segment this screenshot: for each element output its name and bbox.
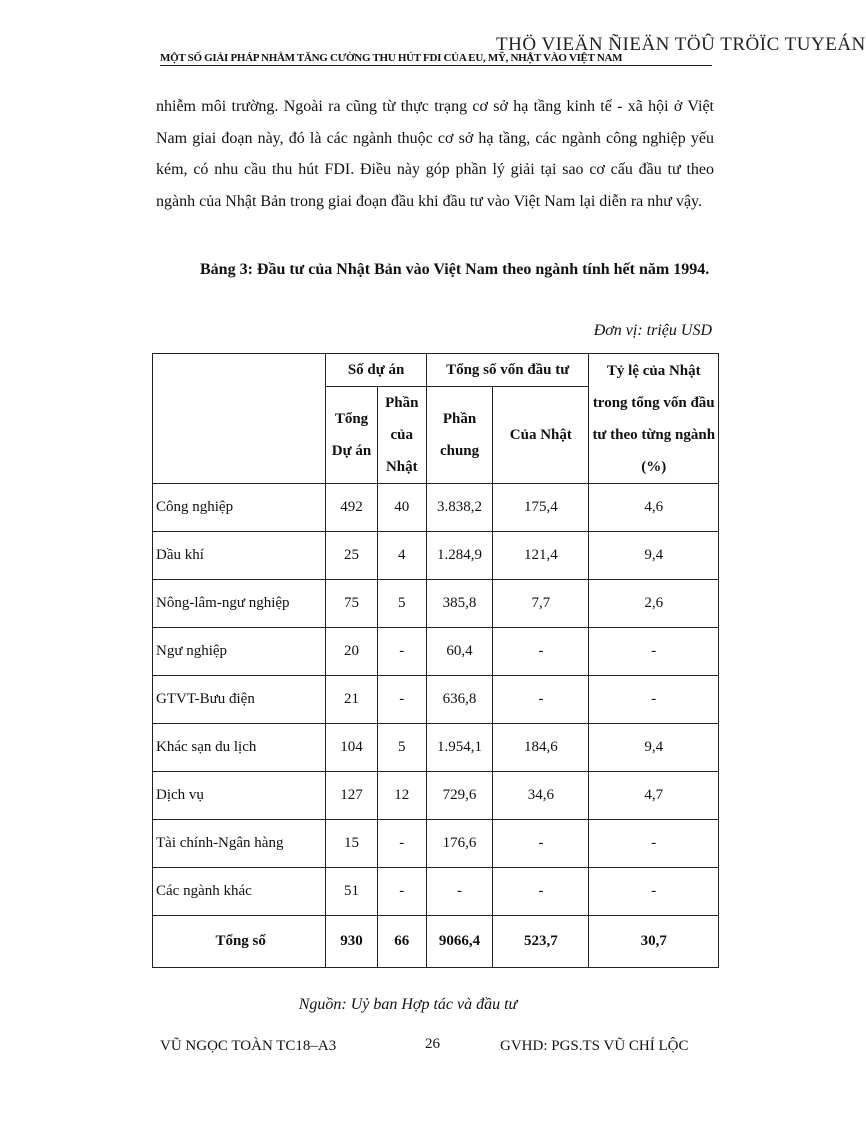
- ratio-cell: 2,6: [589, 580, 719, 628]
- ratio-cell: -: [589, 676, 719, 724]
- footer-author: VŨ NGỌC TOÀN TC18–A3: [160, 1038, 337, 1054]
- ratio-cell: -: [589, 628, 719, 676]
- table-row: [153, 532, 719, 580]
- total-projects-cell: 25: [326, 532, 377, 580]
- japan-projects-cell: -: [377, 820, 426, 868]
- japan-projects-cell: 4: [377, 532, 426, 580]
- sector-cell: Dịch vụ: [153, 772, 326, 820]
- total-projects-cell: 127: [326, 772, 377, 820]
- common-capital-cell: 1.954,1: [426, 724, 492, 772]
- footer-advisor: GVHD: PGS.TS VŨ CHÍ LỘC: [500, 1038, 689, 1054]
- total-projects-cell: 15: [326, 820, 377, 868]
- japan-capital-cell: -: [493, 868, 589, 916]
- projects-header: Số dự án: [326, 354, 427, 387]
- total-projects-cell: 104: [326, 724, 377, 772]
- total-projects-cell: 492: [326, 484, 377, 532]
- japan-projects-cell: -: [377, 628, 426, 676]
- running-header: MỘT SỐ GIẢI PHÁP NHẰM TĂNG CƯỜNG THU HÚT FDI CỦA EU, MỸ, NHẬT VÀO VIỆT NAM: [160, 52, 712, 66]
- investment-table: [152, 353, 719, 968]
- sector-header: [153, 354, 326, 484]
- ratio-cell: 30,7: [589, 916, 719, 968]
- total-projects-cell: 20: [326, 628, 377, 676]
- sector-cell: Các ngành khác: [153, 868, 326, 916]
- common-capital-cell: 385,8: [426, 580, 492, 628]
- common-capital-cell: 60,4: [426, 628, 492, 676]
- total-projects-cell: 51: [326, 868, 377, 916]
- japan-projects-cell: -: [377, 868, 426, 916]
- table-row: [153, 676, 719, 724]
- common-share-header: Phần chung: [426, 387, 492, 484]
- source-note: Nguồn: Uỷ ban Hợp tác và đầu tư: [298, 996, 518, 1013]
- japan-capital-cell: 175,4: [493, 484, 589, 532]
- total-projects-cell: 75: [326, 580, 377, 628]
- japan-capital-cell: 184,6: [493, 724, 589, 772]
- japan-capital-cell: 7,7: [493, 580, 589, 628]
- japan-projects-cell: -: [377, 676, 426, 724]
- ratio-cell: 9,4: [589, 532, 719, 580]
- sector-cell: Khác sạn du lịch: [153, 724, 326, 772]
- japan-capital-cell: -: [493, 676, 589, 724]
- sector-cell: Nông-lâm-ngư nghiệp: [153, 580, 326, 628]
- sector-cell: GTVT-Bưu điện: [153, 676, 326, 724]
- capital-header: Tổng số vốn đầu tư: [426, 354, 589, 387]
- common-capital-cell: -: [426, 868, 492, 916]
- common-capital-cell: 1.284,9: [426, 532, 492, 580]
- ratio-cell: 9,4: [589, 724, 719, 772]
- table-row: [153, 724, 719, 772]
- ratio-cell: -: [589, 820, 719, 868]
- sector-cell: Dầu khí: [153, 532, 326, 580]
- total-projects-cell: 930: [326, 916, 377, 968]
- japan-capital-cell: -: [493, 628, 589, 676]
- ratio-cell: -: [589, 868, 719, 916]
- table-row: [153, 580, 719, 628]
- japan-capital-cell: 34,6: [493, 772, 589, 820]
- table-row: [153, 484, 719, 532]
- japan-projects-cell: 40: [377, 484, 426, 532]
- table-caption: Bảng 3: Đầu tư của Nhật Bản vào Việt Nam theo ngành tính hết năm 1994.: [200, 261, 710, 278]
- table-row: [153, 772, 719, 820]
- total-projects-header: Tổng Dự án: [326, 387, 377, 484]
- japan-capital-cell: 121,4: [493, 532, 589, 580]
- total-projects-cell: 21: [326, 676, 377, 724]
- sector-cell: Tài chính-Ngân hàng: [153, 820, 326, 868]
- japan-projects-cell: 5: [377, 580, 426, 628]
- page-number: 26: [425, 1036, 440, 1052]
- japan-projects-cell: 66: [377, 916, 426, 968]
- ratio-cell: 4,6: [589, 484, 719, 532]
- sector-cell: Tổng số: [153, 916, 326, 968]
- table-body: [153, 484, 719, 968]
- sector-cell: Ngư nghiệp: [153, 628, 326, 676]
- common-capital-cell: 636,8: [426, 676, 492, 724]
- body-paragraph: nhiễm môi trường. Ngoài ra cũng từ thực trạng cơ sở hạ tầng kinh tế - xã hội ở Việt Nam giai đoạn này, đó là các ngành thuộc cơ sở hạ tầng, các ngành công nghiệp yếu kém, có nhu cầu thu hút FDI. Điều này góp phần lý giải tại sao cơ cấu đầu tư theo ngành của Nhật Bản trong giai đoạn đầu khi đầu tư vào Việt Nam lại diễn ra như vậy.: [156, 98, 714, 210]
- japan-projects-cell: 12: [377, 772, 426, 820]
- table-row: [153, 628, 719, 676]
- japan-projects-cell: 5: [377, 724, 426, 772]
- table-row: [153, 868, 719, 916]
- common-capital-cell: 3.838,2: [426, 484, 492, 532]
- total-row: [153, 916, 719, 968]
- table-row: [153, 820, 719, 868]
- japan-capital-cell: -: [493, 820, 589, 868]
- common-capital-cell: 729,6: [426, 772, 492, 820]
- common-capital-cell: 176,6: [426, 820, 492, 868]
- unit-note: Đơn vị: triệu USD: [593, 322, 712, 339]
- library-watermark: THÖ VIEÄN ÑIEÄN TÖÛ TRÖÏC TUYEÁN: [496, 34, 866, 55]
- sector-cell: Công nghiệp: [153, 484, 326, 532]
- common-capital-cell: 9066,4: [426, 916, 492, 968]
- japan-share-header: Phần của Nhật: [377, 387, 426, 484]
- japan-capital-header: Của Nhật: [493, 387, 589, 484]
- ratio-header: Tỷ lệ của Nhật trong tổng vốn đầu tư theo từng ngành (%): [589, 354, 719, 484]
- ratio-cell: 4,7: [589, 772, 719, 820]
- japan-capital-cell: 523,7: [493, 916, 589, 968]
